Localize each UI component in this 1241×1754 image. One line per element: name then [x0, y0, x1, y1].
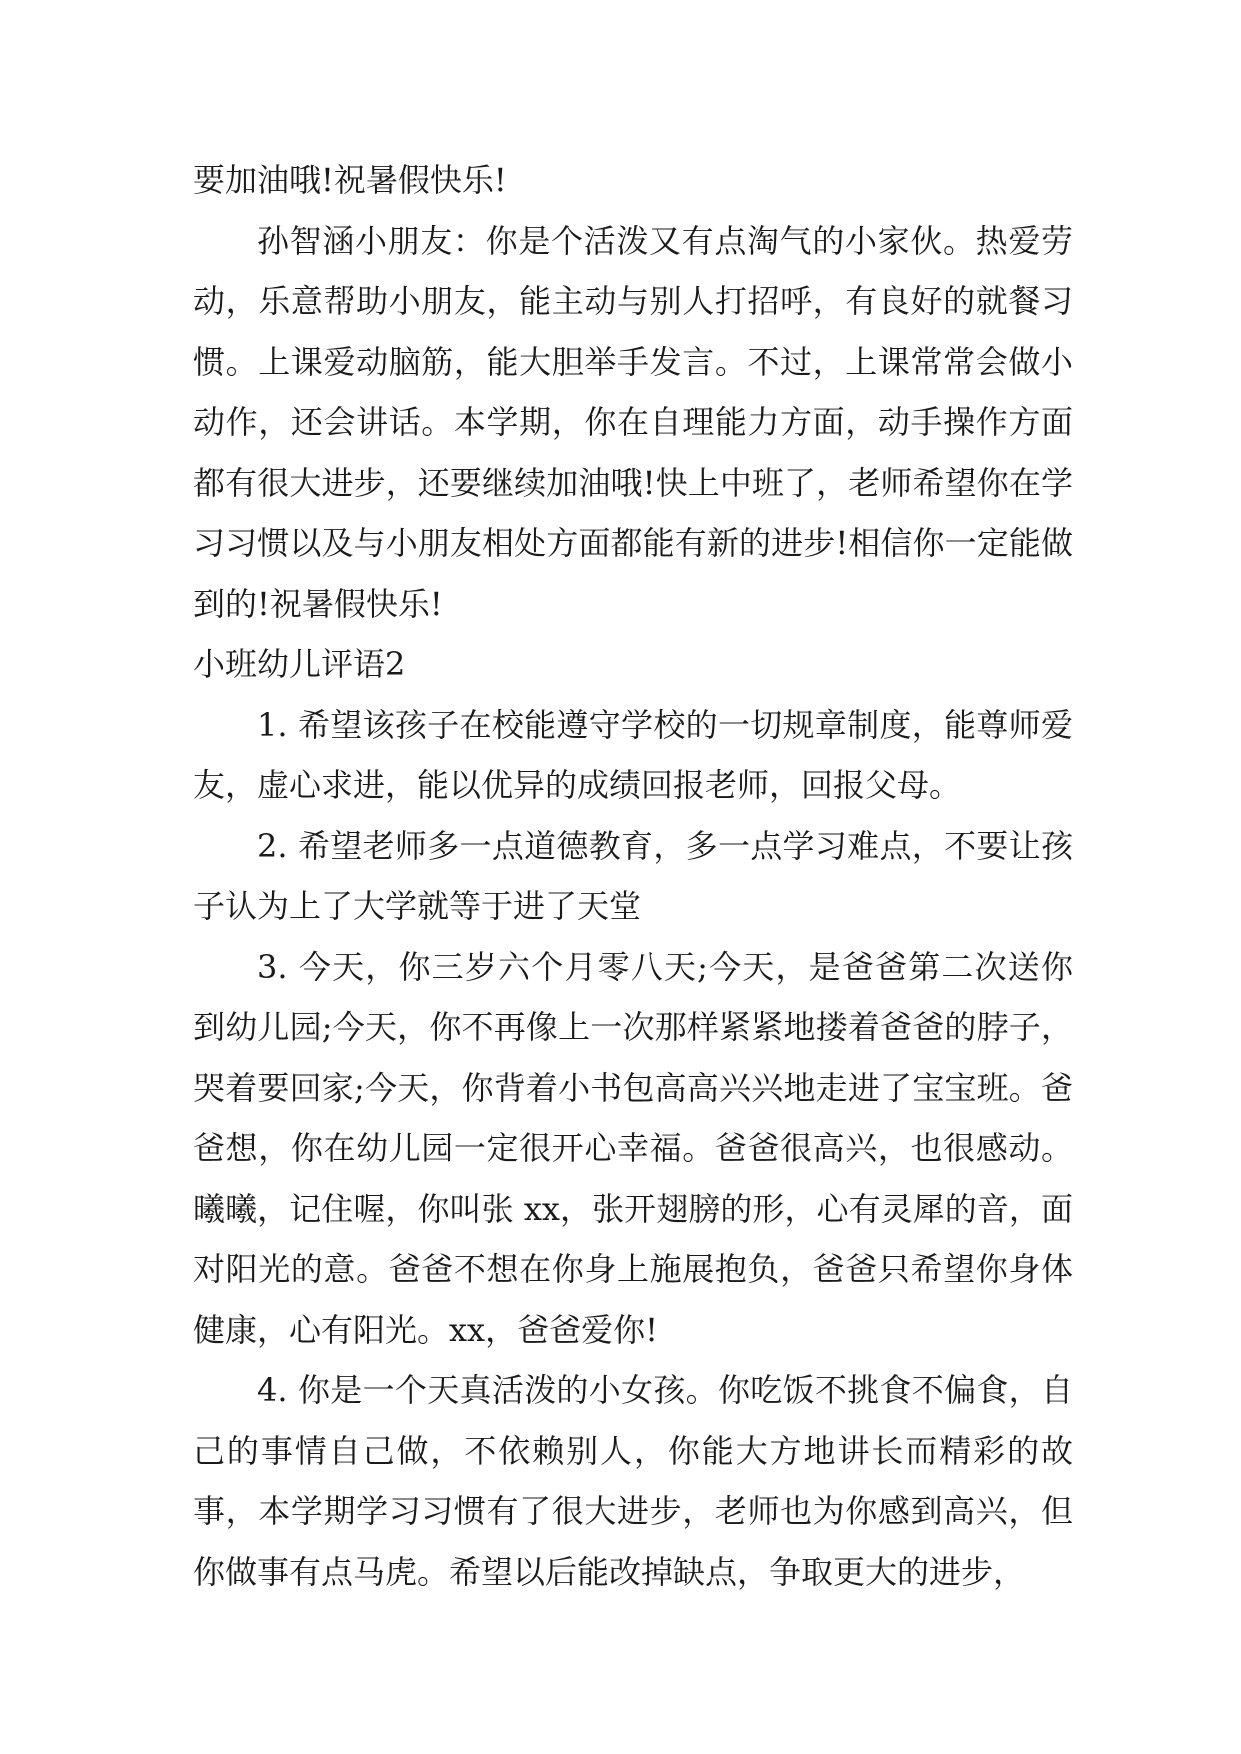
list-item-4: 4. 你是一个天真活泼的小女孩。你吃饭不挑食不偏食，自己的事情自己做，不依赖别人，你能大方地讲长而精彩的故事，本学期学习习惯有了很大进步，老师也为你感到高兴，但你做事有点马虎。希望以后能改掉缺点，争取更大的进步，	[193, 1371, 1073, 1591]
list-item-3: 3. 今天，你三岁六个月零八天;今天，是爸爸第二次送你到幼儿园;今天，你不再像上一次那样紧紧地搂着爸爸的脖子，哭着要回家;今天，你背着小书包高高兴兴地走进了宝宝班。爸爸想，你在幼儿园一定很开心幸福。爸爸很高兴，也很感动。曦曦，记住喔，你叫张 xx，张开翅膀的形，心有灵犀的音，面对阳光的意。爸爸不想在你身上施展抱负，爸爸只希望你身体健康，心有阳光。xx，爸爸爱你!	[193, 947, 1073, 1349]
paragraph-continuation: 要加油哦!祝暑假快乐!	[193, 161, 507, 199]
list-item-1: 1. 希望该孩子在校能遵守学校的一切规章制度，能尊师爱友，虚心求进，能以优异的成绩回报老师，回报父母。	[193, 705, 1073, 804]
section-heading: 小班幼儿评语2	[193, 645, 406, 683]
list-item-2: 2. 希望老师多一点道德教育，多一点学习难点，不要让孩子认为上了大学就等于进了天堂	[193, 826, 1073, 925]
paragraph-sun-zhihan: 孙智涵小朋友：你是个活泼又有点淘气的小家伙。热爱劳动，乐意帮助小朋友，能主动与别人打招呼，有良好的就餐习惯。上课爱动脑筋，能大胆举手发言。不过，上课常常会做小动作，还会讲话。本学期，你在自理能力方面，动手操作方面都有很大进步，还要继续加油哦!快上中班了，老师希望你在学习习惯以及与小朋友相处方面都能有新的进步!相信你一定能做到的!祝暑假快乐!	[193, 221, 1073, 623]
document-page	[193, 150, 1073, 1602]
